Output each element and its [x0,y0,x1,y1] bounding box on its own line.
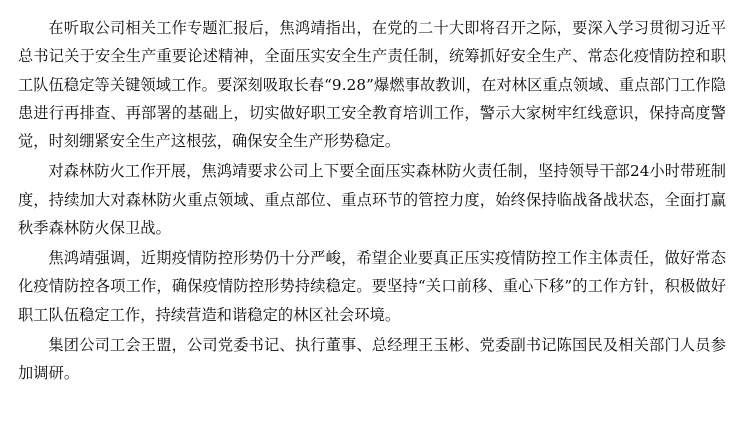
document-body [18,14,726,387]
paragraph: 对森林防火工作开展，焦鸿靖要求公司上下要全面压实森林防火责任制，坚持领导干部24小时带班制度，持续加大对森林防火重点领域、重点部位、重点环节的管控力度，始终保持临战备战状态，全面打赢秋季森林防火保卫战。 [18,162,726,237]
paragraph: 焦鸿靖强调，近期疫情防控形势仍十分严峻，希望企业要真正压实疫情防控工作主体责任，做好常态化疫情防控各项工作，确保疫情防控形势持续稳定。要坚持“关口前移、重心下移”的工作方针，积极做好职工队伍稳定工作，持续营造和谐稳定的林区社会环境。 [18,249,726,324]
paragraph: 在听取公司相关工作专题汇报后，焦鸿靖指出，在党的二十大即将召开之际，要深入学习贯彻习近平总书记关于安全生产重要论述精神，全面压实安全生产责任制，统筹抓好安全生产、常态化疫情防控和职工队伍稳定等关键领域工作。要深刻吸取长春“9.28”爆燃事故教训，在对林区重点领域、重点部门工作隐患进行再排查、再部署的基础上，切实做好职工安全教育培训工作，警示大家树牢红线意识，保持高度警觉，时刻绷紧安全生产这根弦，确保安全生产形势稳定。 [18,19,726,151]
paragraph: 集团公司工会王盟，公司党委书记、执行董事、总经理王玉彬、党委副书记陈国民及相关部门人员参加调研。 [18,335,726,383]
